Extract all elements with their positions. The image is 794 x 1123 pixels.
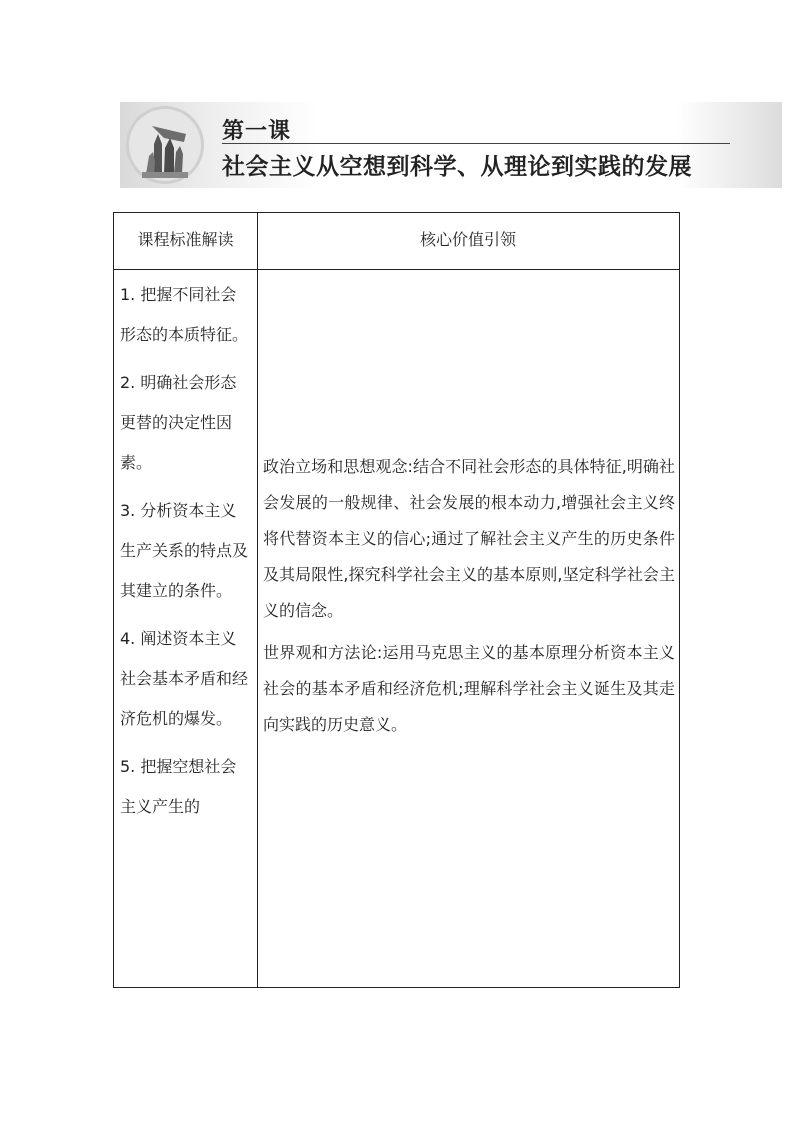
curriculum-table [113,212,680,988]
standard-item: 3. 分析资本主义生产关系的特点及其建立的条件。 [120,501,249,600]
header-curriculum-standards: 课程标准解读 [137,230,234,249]
monument-sculpture-icon [124,104,206,186]
standards-column [120,275,250,835]
value-paragraph-politics: 政治立场和思想观念:结合不同社会形态的具体特征,明确社会发展的一般规律、社会发展的根本动力,增强社会主义终将代替资本主义的信心;通过了解社会主义产生的历史条件及其局限性,探究科学社会主义的基本原则,坚定科学社会主义的信念。 [263,457,675,620]
column-divider [257,213,258,987]
standard-item: 5. 把握空想社会主义产生的 [120,757,237,816]
standard-item: 4. 阐述资本主义社会基本矛盾和经济危机的爆发。 [120,629,249,728]
values-column [263,449,675,749]
header-row-divider [114,269,679,270]
lesson-title: 社会主义从空想到科学、从理论到实践的发展 [222,154,692,180]
value-paragraph-worldview: 世界观和方法论:运用马克思主义的基本原理分析资本主义社会的基本矛盾和经济危机;理解科学社会主义诞生及其走向实践的历史意义。 [263,643,675,734]
standard-item: 1. 把握不同社会形态的本质特征。 [120,285,249,344]
lesson-number: 第一课 [222,119,292,144]
header-core-values: 核心价值引领 [419,230,516,249]
title-divider [222,143,730,144]
standard-item: 2. 明确社会形态更替的决定性因素。 [120,373,237,472]
